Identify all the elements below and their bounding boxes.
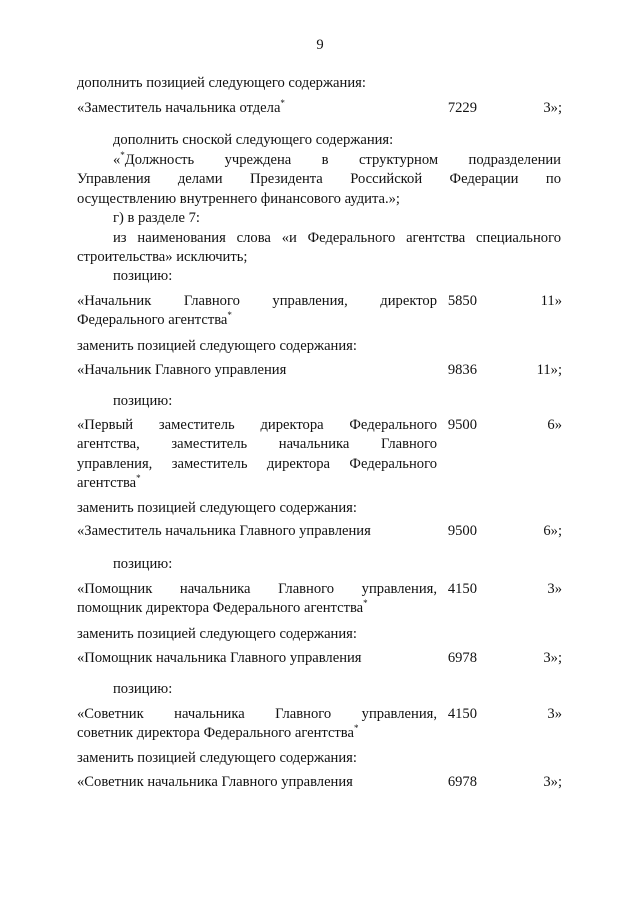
entry-title: Федерального агентства* [77, 310, 232, 328]
footnote-mark: * [353, 723, 359, 733]
section-text: из наименования слова «и Федерального агентства специального [113, 230, 561, 246]
entry-title: «Начальник Главного управления, директор [77, 293, 437, 309]
entry-grade: 3»; [543, 774, 562, 790]
entry-grade: 11» [540, 293, 562, 309]
instruction-replace: заменить позицией следующего содержания: [77, 500, 357, 516]
entry-number: 9836 [447, 362, 477, 378]
entry-grade: 11»; [536, 362, 562, 378]
entry-title: «Советник начальника Главного управления [77, 774, 353, 790]
entry-title: «Советник начальника Главного управления, [77, 706, 437, 722]
entry-title: «Помощник начальника Главного управления [77, 650, 362, 666]
entry-number: 4150 [447, 581, 477, 597]
entry-number: 6978 [447, 774, 477, 790]
entry-title: помощник директора Федерального агентства* [77, 598, 368, 616]
entry-grade: 3» [547, 581, 562, 597]
footnote-mark: * [227, 310, 232, 320]
instruction-add-footnote: дополнить сноской следующего содержания: [113, 132, 394, 148]
entry-title: «Помощник начальника Главного управления, [77, 581, 437, 597]
footnote-mark: * [120, 150, 125, 160]
footnote-line: Управления делами Президента Российской Федерации по [77, 171, 561, 187]
entry-title: «Первый заместитель директора Федерального [77, 417, 437, 433]
instruction-position: позицию: [113, 556, 173, 572]
entry-title: «Начальник Главного управления [77, 362, 287, 378]
entry-title: агентства* [77, 473, 141, 491]
entry-title: «Заместитель начальника Главного управления [77, 523, 371, 539]
footnote-line: «*Должность учреждена в структурном подразделении [113, 150, 561, 168]
footnote-line: осуществлению внутреннего финансового аудита.»; [77, 191, 400, 207]
entry-number: 7229 [447, 100, 477, 116]
entry-grade: 3» [547, 706, 562, 722]
instruction-position: позицию: [113, 681, 173, 697]
entry-title: «Заместитель начальника отдела* [77, 98, 285, 116]
instruction-position: позицию: [113, 268, 173, 284]
instruction-replace: заменить позицией следующего содержания: [77, 338, 357, 354]
entry-grade: 6» [547, 417, 562, 433]
footnote-mark: * [280, 98, 285, 108]
entry-number: 9500 [447, 523, 477, 539]
footnote-mark: * [363, 598, 368, 608]
section-item: г) в разделе 7: [113, 210, 200, 226]
entry-number: 5850 [447, 293, 477, 309]
instruction-replace: заменить позицией следующего содержания: [77, 626, 357, 642]
instruction-position: позицию: [113, 393, 173, 409]
entry-grade: 3»; [543, 100, 562, 116]
entry-title: агентства, заместитель начальника Главного [77, 436, 437, 452]
footnote-mark: * [136, 473, 141, 483]
instruction-replace: заменить позицией следующего содержания: [77, 750, 357, 766]
entry-grade: 6»; [543, 523, 562, 539]
entry-title: управления, заместитель директора Федерального [77, 456, 437, 472]
instruction-add-position: дополнить позицией следующего содержания: [77, 75, 366, 91]
page-number: 9 [316, 37, 324, 53]
entry-number: 4150 [447, 706, 477, 722]
section-text: строительства» исключить; [77, 249, 248, 265]
entry-title: советник директора Федерального агентства* [77, 723, 359, 741]
entry-grade: 3»; [543, 650, 562, 666]
entry-number: 6978 [447, 650, 477, 666]
entry-number: 9500 [447, 417, 477, 433]
